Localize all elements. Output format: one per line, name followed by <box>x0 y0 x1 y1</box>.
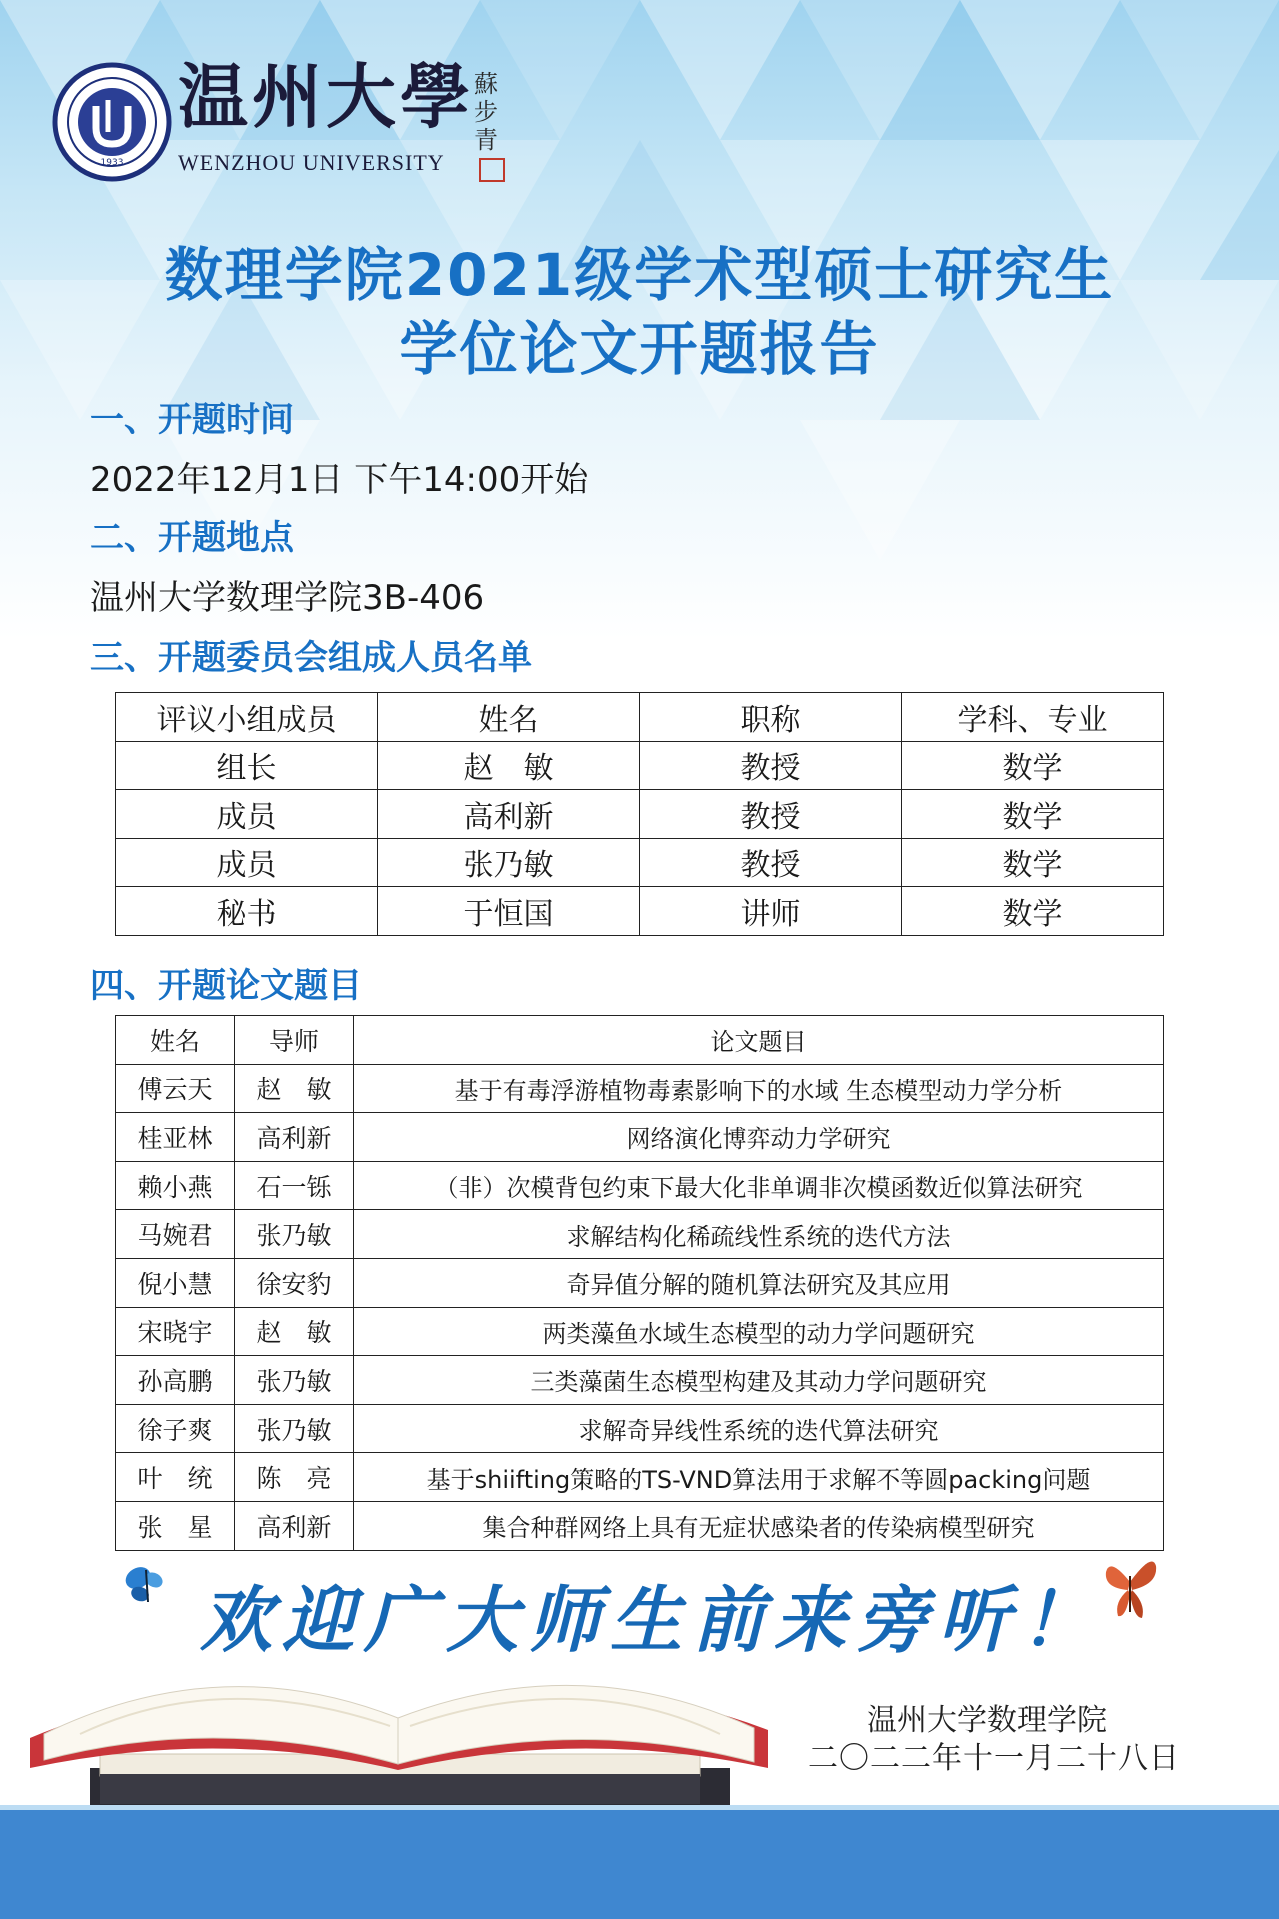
topic-cell: （非）次模背包约束下最大化非单调非次模函数近似算法研究 <box>354 1161 1164 1210</box>
table-cell: 数学 <box>902 741 1164 790</box>
student-cell: 赖小燕 <box>116 1161 235 1210</box>
logo-year: 1933 <box>100 158 124 168</box>
advisor-cell: 石一铄 <box>235 1161 354 1210</box>
header-cell: 论文题目 <box>354 1016 1164 1065</box>
blue-butterfly-icon <box>122 1560 172 1610</box>
table-cell: 组长 <box>116 741 378 790</box>
red-butterfly-icon <box>1100 1552 1160 1628</box>
student-cell: 叶 统 <box>116 1453 235 1502</box>
topic-cell: 求解奇异线性系统的迭代算法研究 <box>354 1404 1164 1453</box>
header-cell: 姓名 <box>116 1016 235 1065</box>
student-cell: 徐子爽 <box>116 1404 235 1453</box>
header-cell: 姓名 <box>378 693 640 742</box>
table-cell: 数学 <box>902 887 1164 936</box>
page-title-line2: 学位论文开题报告 <box>399 315 880 383</box>
topic-cell: 集合种群网络上具有无症状感染者的传染病模型研究 <box>354 1501 1164 1550</box>
advisor-cell: 高利新 <box>235 1113 354 1162</box>
seal-stamp <box>479 158 505 182</box>
table-row <box>116 838 1164 887</box>
student-cell: 宋晓宇 <box>116 1307 235 1356</box>
header-cell: 职称 <box>640 693 902 742</box>
advisor-cell: 赵 敏 <box>235 1307 354 1356</box>
table-row <box>116 1501 1164 1550</box>
table-row <box>116 1356 1164 1405</box>
table-row <box>116 1258 1164 1307</box>
table-row <box>116 741 1164 790</box>
university-name-cn: 温州大學 <box>178 55 474 138</box>
topic-cell: 网络演化博弈动力学研究 <box>354 1113 1164 1162</box>
table-row <box>116 1210 1164 1259</box>
advisor-cell: 陈 亮 <box>235 1453 354 1502</box>
table-cell: 秘书 <box>116 887 378 936</box>
table-header-row <box>116 693 1164 742</box>
table-cell: 教授 <box>640 790 902 839</box>
advisor-cell: 赵 敏 <box>235 1064 354 1113</box>
header-cell: 学科、专业 <box>902 693 1164 742</box>
table-cell: 讲师 <box>640 887 902 936</box>
welcome-slogan: 欢迎广大师生前来旁听！ <box>200 1577 1103 1662</box>
student-cell: 马婉君 <box>116 1210 235 1259</box>
topic-cell: 基于有毒浮游植物毒素影响下的水域 生态模型动力学分析 <box>354 1064 1164 1113</box>
header-cell: 导师 <box>235 1016 354 1065</box>
table-cell: 教授 <box>640 741 902 790</box>
table-cell: 教授 <box>640 838 902 887</box>
student-cell: 傅云天 <box>116 1064 235 1113</box>
header-cell: 评议小组成员 <box>116 693 378 742</box>
page-title-line1: 数理学院2021级学术型硕士研究生 <box>164 241 1115 309</box>
table-row <box>116 1404 1164 1453</box>
table-row <box>116 887 1164 936</box>
table-row <box>116 1453 1164 1502</box>
table-cell: 成员 <box>116 790 378 839</box>
topic-cell: 三类藻菌生态模型构建及其动力学问题研究 <box>354 1356 1164 1405</box>
table-cell: 赵 敏 <box>378 741 640 790</box>
table-cell: 数学 <box>902 790 1164 839</box>
student-cell: 孙高鹏 <box>116 1356 235 1405</box>
table-row <box>116 1307 1164 1356</box>
section-time-value: 2022年12月1日 下午14:00开始 <box>90 460 589 500</box>
student-cell: 桂亚林 <box>116 1113 235 1162</box>
university-name-en: WENZHOU UNIVERSITY <box>178 150 445 175</box>
table-cell: 于恒国 <box>378 887 640 936</box>
table-cell: 成员 <box>116 838 378 887</box>
table-header-row <box>116 1016 1164 1065</box>
university-logo <box>52 62 172 182</box>
table-row <box>116 1064 1164 1113</box>
section-time-heading: 一、开题时间 <box>90 400 294 440</box>
footer-band <box>0 1810 1279 1919</box>
calligraphy-signature: 蘇步青 <box>474 70 498 154</box>
table-cell: 数学 <box>902 838 1164 887</box>
student-cell: 张 星 <box>116 1501 235 1550</box>
section-location-value: 温州大学数理学院3B-406 <box>90 578 485 618</box>
topic-cell: 基于shiifting策略的TS-VND算法用于求解不等圆packing问题 <box>354 1453 1164 1502</box>
section-topics-heading: 四、开题论文题目 <box>90 966 362 1006</box>
advisor-cell: 张乃敏 <box>235 1404 354 1453</box>
table-cell: 张乃敏 <box>378 838 640 887</box>
organizer-name: 温州大学数理学院 <box>867 1703 1107 1738</box>
issue-date: 二〇二二年十一月二十八日 <box>808 1741 1180 1776</box>
table-row <box>116 1113 1164 1162</box>
topic-cell: 奇异值分解的随机算法研究及其应用 <box>354 1258 1164 1307</box>
topic-cell: 两类藻鱼水域生态模型的动力学问题研究 <box>354 1307 1164 1356</box>
topics-table <box>115 1015 1164 1551</box>
advisor-cell: 张乃敏 <box>235 1210 354 1259</box>
table-row <box>116 1161 1164 1210</box>
section-location-heading: 二、开题地点 <box>90 518 294 558</box>
table-row <box>116 790 1164 839</box>
student-cell: 倪小慧 <box>116 1258 235 1307</box>
advisor-cell: 徐安豹 <box>235 1258 354 1307</box>
open-book-illustration <box>20 1618 780 1818</box>
section-committee-heading: 三、开题委员会组成人员名单 <box>90 638 532 678</box>
advisor-cell: 高利新 <box>235 1501 354 1550</box>
advisor-cell: 张乃敏 <box>235 1356 354 1405</box>
topic-cell: 求解结构化稀疏线性系统的迭代方法 <box>354 1210 1164 1259</box>
table-cell: 高利新 <box>378 790 640 839</box>
committee-table <box>115 692 1164 936</box>
